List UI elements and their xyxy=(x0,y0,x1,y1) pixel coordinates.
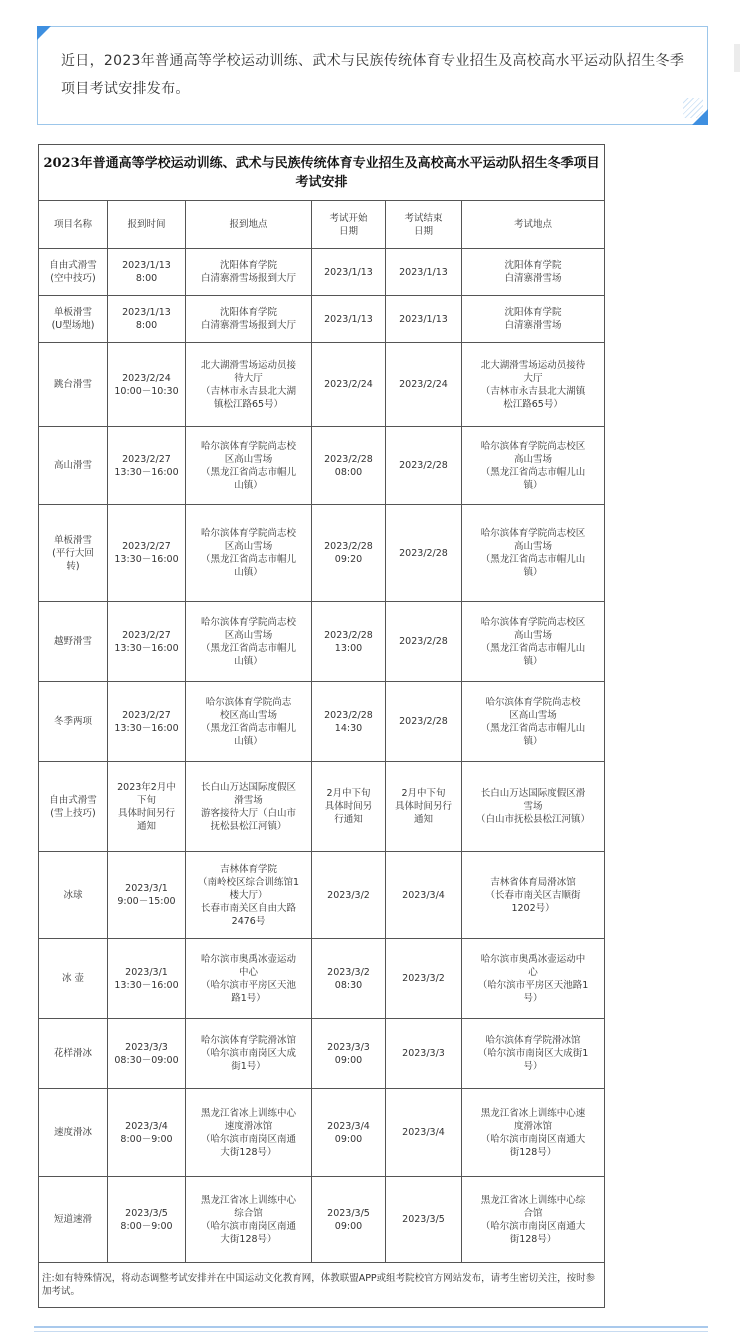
bottom-divider-thin xyxy=(34,1331,708,1332)
report-time-cell: 2023/3/4 8:00－9:00 xyxy=(108,1089,186,1177)
project-name-cell: 越野滑雪 xyxy=(39,602,108,682)
exam-end-cell: 2023/1/13 xyxy=(386,249,462,296)
exam-start-cell: 2023/1/13 xyxy=(312,249,386,296)
exam-end-cell: 2月中下旬 具体时间另行 通知 xyxy=(386,762,462,852)
report-place-cell: 北大湖滑雪场运动员接 待大厅 （吉林市永吉县北大湖 镇松江路65号） xyxy=(186,343,312,427)
table-row xyxy=(39,505,605,602)
table-row xyxy=(39,602,605,682)
header-exam-place: 考试地点 xyxy=(462,201,605,249)
exam-place-cell: 北大湖滑雪场运动员接待 大厅 （吉林市永吉县北大湖镇 松江路65号） xyxy=(462,343,605,427)
report-place-cell: 沈阳体育学院 白清寨滑雪场报到大厅 xyxy=(186,249,312,296)
exam-place-cell: 哈尔滨体育学院滑冰馆 （哈尔滨市南岗区大成街1 号） xyxy=(462,1019,605,1089)
exam-end-cell: 2023/2/28 xyxy=(386,427,462,505)
project-name-cell: 跳台滑雪 xyxy=(39,343,108,427)
project-name-cell: 自由式滑雪 (雪上技巧) xyxy=(39,762,108,852)
exam-end-cell: 2023/3/5 xyxy=(386,1177,462,1263)
project-name-cell: 短道速滑 xyxy=(39,1177,108,1263)
exam-end-cell: 2023/2/28 xyxy=(386,505,462,602)
exam-place-cell: 沈阳体育学院 白清寨滑雪场 xyxy=(462,249,605,296)
exam-place-cell: 哈尔滨体育学院尚志校区 高山雪场 （黑龙江省尚志市帽儿山 镇） xyxy=(462,505,605,602)
exam-place-cell: 沈阳体育学院 白清寨滑雪场 xyxy=(462,296,605,343)
table-title-cell xyxy=(39,145,605,201)
project-name-cell: 速度滑冰 xyxy=(39,1089,108,1177)
header-exam-end: 考试结束 日期 xyxy=(386,201,462,249)
table-row xyxy=(39,939,605,1019)
exam-start-cell: 2023/3/2 xyxy=(312,852,386,939)
report-place-cell: 沈阳体育学院 白清寨滑雪场报到大厅 xyxy=(186,296,312,343)
report-place-cell: 吉林体育学院 （南岭校区综合训练馆1 楼大厅） 长春市南关区自由大路 2476号 xyxy=(186,852,312,939)
exam-start-cell: 2023/3/5 09:00 xyxy=(312,1177,386,1263)
exam-start-cell: 2023/2/28 13:00 xyxy=(312,602,386,682)
exam-end-cell: 2023/3/3 xyxy=(386,1019,462,1089)
report-time-cell: 2023/3/3 08:30－09:00 xyxy=(108,1019,186,1089)
project-name-cell: 单板滑雪 (U型场地) xyxy=(39,296,108,343)
exam-schedule-table xyxy=(38,144,605,1308)
table-note-row xyxy=(39,1263,605,1308)
header-report-time: 报到时间 xyxy=(108,201,186,249)
project-name-cell: 自由式滑雪 (空中技巧) xyxy=(39,249,108,296)
table-row xyxy=(39,1177,605,1263)
report-time-cell: 2023年2月中 下旬 具体时间另行 通知 xyxy=(108,762,186,852)
exam-start-cell: 2023/3/3 09:00 xyxy=(312,1019,386,1089)
exam-end-cell: 2023/3/4 xyxy=(386,852,462,939)
report-time-cell: 2023/3/1 9:00－15:00 xyxy=(108,852,186,939)
exam-start-cell: 2023/2/28 08:00 xyxy=(312,427,386,505)
table-row xyxy=(39,296,605,343)
scrollbar-thumb[interactable] xyxy=(734,44,740,72)
intro-box xyxy=(37,26,708,125)
exam-end-cell: 2023/2/28 xyxy=(386,602,462,682)
bottom-divider xyxy=(34,1326,708,1328)
report-time-cell: 2023/2/27 13:30－16:00 xyxy=(108,602,186,682)
table-title: 2023年普通高等学校运动训练、武术与民族传统体育专业招生及高校高水平运动队招生冬季项目考试安排 xyxy=(43,155,600,190)
table-row xyxy=(39,682,605,762)
report-place-cell: 哈尔滨体育学院尚志校 区高山雪场 （黑龙江省尚志市帽儿 山镇） xyxy=(186,602,312,682)
exam-start-cell: 2023/3/4 09:00 xyxy=(312,1089,386,1177)
report-place-cell: 哈尔滨体育学院尚志校 区高山雪场 （黑龙江省尚志市帽儿 山镇） xyxy=(186,505,312,602)
exam-place-cell: 黑龙江省冰上训练中心综 合馆 （哈尔滨市南岗区南通大 街128号） xyxy=(462,1177,605,1263)
report-time-cell: 2023/3/5 8:00－9:00 xyxy=(108,1177,186,1263)
header-exam-start: 考试开始 日期 xyxy=(312,201,386,249)
exam-start-cell: 2023/2/28 14:30 xyxy=(312,682,386,762)
exam-end-cell: 2023/2/24 xyxy=(386,343,462,427)
exam-place-cell: 哈尔滨体育学院尚志校 区高山雪场 （黑龙江省尚志市帽儿山 镇） xyxy=(462,682,605,762)
table-row xyxy=(39,762,605,852)
exam-end-cell: 2023/2/28 xyxy=(386,682,462,762)
corner-decoration-bottom-right xyxy=(692,109,708,125)
project-name-cell: 高山滑雪 xyxy=(39,427,108,505)
corner-decoration-top-left xyxy=(37,26,51,40)
project-name-cell: 冰球 xyxy=(39,852,108,939)
report-place-cell: 黑龙江省冰上训练中心 综合馆 （哈尔滨市南岗区南通 大街128号） xyxy=(186,1177,312,1263)
intro-text: 近日，2023年普通高等学校运动训练、武术与民族传统体育专业招生及高校高水平运动队招生冬季项目考试安排发布。 xyxy=(61,53,685,97)
report-time-cell: 2023/2/27 13:30－16:00 xyxy=(108,427,186,505)
report-place-cell: 哈尔滨体育学院尚志 校区高山雪场 （黑龙江省尚志市帽儿 山镇） xyxy=(186,682,312,762)
report-place-cell: 哈尔滨体育学院尚志校 区高山雪场 （黑龙江省尚志市帽儿 山镇） xyxy=(186,427,312,505)
table-row xyxy=(39,852,605,939)
exam-place-cell: 哈尔滨市奥禹冰壶运动中 心 （哈尔滨市平房区天池路1 号） xyxy=(462,939,605,1019)
exam-end-cell: 2023/3/4 xyxy=(386,1089,462,1177)
project-name-cell: 冰 壶 xyxy=(39,939,108,1019)
report-time-cell: 2023/3/1 13:30－16:00 xyxy=(108,939,186,1019)
exam-place-cell: 哈尔滨体育学院尚志校区 高山雪场 （黑龙江省尚志市帽儿山 镇） xyxy=(462,427,605,505)
report-time-cell: 2023/2/27 13:30－16:00 xyxy=(108,505,186,602)
report-time-cell: 2023/2/24 10:00－10:30 xyxy=(108,343,186,427)
project-name-cell: 单板滑雪 (平行大回 转) xyxy=(39,505,108,602)
table-row xyxy=(39,343,605,427)
table-note: 注:如有特殊情况，将动态调整考试安排并在中国运动文化教育网，体教联盟APP或组考院校官方网站发布，请考生密切关注，按时参加考试。 xyxy=(39,1263,605,1308)
table-row xyxy=(39,1089,605,1177)
table-row xyxy=(39,427,605,505)
exam-start-cell: 2月中下旬 具体时间另 行通知 xyxy=(312,762,386,852)
exam-end-cell: 2023/1/13 xyxy=(386,296,462,343)
table-row xyxy=(39,249,605,296)
table-header-row xyxy=(39,201,605,249)
project-name-cell: 冬季两项 xyxy=(39,682,108,762)
report-time-cell: 2023/2/27 13:30－16:00 xyxy=(108,682,186,762)
exam-start-cell: 2023/3/2 08:30 xyxy=(312,939,386,1019)
exam-start-cell: 2023/2/28 09:20 xyxy=(312,505,386,602)
header-report-place: 报到地点 xyxy=(186,201,312,249)
table-row xyxy=(39,1019,605,1089)
report-place-cell: 哈尔滨市奥禹冰壶运动 中心 （哈尔滨市平房区天池 路1号） xyxy=(186,939,312,1019)
project-name-cell: 花样滑冰 xyxy=(39,1019,108,1089)
report-place-cell: 哈尔滨体育学院滑冰馆 （哈尔滨市南岗区大成 街1号） xyxy=(186,1019,312,1089)
exam-end-cell: 2023/3/2 xyxy=(386,939,462,1019)
report-place-cell: 黑龙江省冰上训练中心 速度滑冰馆 （哈尔滨市南岗区南通 大街128号） xyxy=(186,1089,312,1177)
exam-place-cell: 吉林省体育局滑冰馆 （长春市南关区吉顺街 1202号） xyxy=(462,852,605,939)
header-project-name: 项目名称 xyxy=(39,201,108,249)
report-time-cell: 2023/1/13 8:00 xyxy=(108,249,186,296)
exam-start-cell: 2023/1/13 xyxy=(312,296,386,343)
exam-place-cell: 哈尔滨体育学院尚志校区 高山雪场 （黑龙江省尚志市帽儿山 镇） xyxy=(462,602,605,682)
exam-place-cell: 黑龙江省冰上训练中心速 度滑冰馆 （哈尔滨市南岗区南通大 街128号） xyxy=(462,1089,605,1177)
exam-place-cell: 长白山万达国际度假区滑 雪场 （白山市抚松县松江河镇） xyxy=(462,762,605,852)
exam-start-cell: 2023/2/24 xyxy=(312,343,386,427)
report-place-cell: 长白山万达国际度假区 滑雪场 游客接待大厅（白山市 抚松县松江河镇） xyxy=(186,762,312,852)
report-time-cell: 2023/1/13 8:00 xyxy=(108,296,186,343)
